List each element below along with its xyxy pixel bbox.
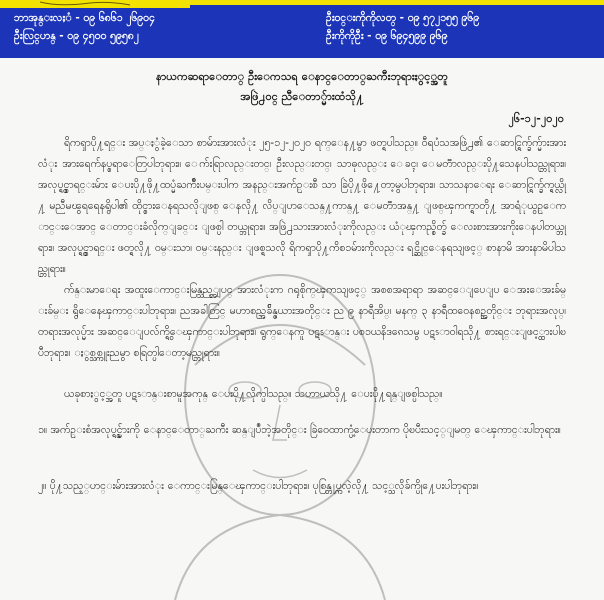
paragraph-1: ရိကၡာပို႔ရင္း အပ္ႏွံခဲ့ေသာ စာမ်ားအားလံုး ၂၅-၁၂-၂၀၂၀ ရက္ေန႔မွာ ဖတ္ရပါသည္။ ဝီရပံသအဖြဲ႕၏ ေဆာင္ရြက္ခ်က္မ်ားအားလံုး အားရေက်နပ္စရာေတြပါဘုရား။ ေက်းရြာလည္းတင္၊ ဦးလည္းတင္၊ သာဓုလည္း ေခၚ၊ ေမတၱာလည္းပို႔သေနပါသည္ဘုရား။ အလုပ္ရွင္စာရင္းမ်ား ေပးပို႔ဖို႔ထပ္မံႀကိဳးပမ္းပါက အနည္းအက်ဥ္းစီ သာ ခြဲပို႔ဖို႔ေတာ့မွပါဘုရား။ သာသနာေရး ေဆာင္ရြက္ခ်က္ရယ္လို႔ မညီမၽွရရေနရွိပါ၏ ထိုင္စားေနရသလိုျဖစ္ ေနလို႔ လိပ္ျပာေသန္႔ကာန္႔ ေမတၱာအန္႔ ျဖစ္ၾကက္ရာတို႔ အာရံုယွဥ္ေကာင္းေအာင္ ေတာင္းခံလိုက္ျခင္း ျဖစ္ပါ တယ္ဘုရား။ အဖြဲ႕သားအားလံုးကိုလည္း ယံုၾကည္စိတ္ခ် ေလးစားအားကိုးေနပါတယ္ဘုရား။ အလုပ္ရွင္စာရင္း ဖတ္ရလို႔ ဝမ္းသာ၊ ဝမ္းနည္း ျဖစ္ရသလို ရိကၡာပို႔ကိစၥမ်ားကိုလည္း ရင္ဆိုင္ေနရသျဖင့္ စာနာမိ အားနာမိပါသည္ဘုရား။ (38, 137, 566, 275)
phone-right-1: ဦး၀င္းကိုကိုလတ္ - ၀၉ ၅၇၂၁၅၅ ၉၆၉ (326, 12, 480, 24)
logo-icon (0, 0, 190, 8)
numbered-item-2: ၂။ ပို႔သည့္ဟင္းမ်ားအားလံုး ေကာင္းမြန္ေၾကာင္းပါဘုရား။ ပုစြန္တုပ္ကလဲ့လို႔ သင့္သလိုခ်က္ပို႔ေပးပါဘုရား။ (38, 480, 479, 492)
paragraph-3: ယခုစာႏွင့္အတူ ပဋၭာန္းစာမူအကုန္ ေပးပို႔လိုက္ပါသည္။ သဟာယသို႔ ေပးပို႔ရန္ျဖစ္ပါသည္။ (64, 388, 443, 400)
document-subtitle: အဖြဲ႕၀င္ ညီေတာ္မ်ားထံသို႔ (240, 90, 364, 103)
numbered-item-1: ၁။ အက်ဥ္းစံအလုပ္ရွင္မ်ားကို ေနာင္ေတာ္ႀကီး ဆန္ျပဳဘဲ့အတိုင္း ခြဲဝေထာက္ပံ့ေပးတာက ပိုၿပီးသင့္ျမတ္ ေၾကာင္းပါဘုရား။ (38, 424, 561, 436)
phone-left-1: ဘာအုန္းလႈံ - ၀၉ ၆၈၆၁ ၂၆၉၀၄ (14, 12, 155, 24)
document-title: နာယကဆရာေတာ္ ဦးေကသရ ေနာင္ေတာ္ႀကီးဘုရားႏွင့္အတူ (156, 70, 448, 83)
paragraph-2: က်န္းမာေရး အထူးေကာင္းမြန္သည့္အျပင္ အားလံုးက ဂရုစိုက္ၾကသျဖင့္ အစစအရာရာ အဆင္ေျပေျပ ေအးေအးခ်မ္းခ်မ္း ရွိေနေၾကာင္းပါဘုရား။ ညအခါတြင္ မဟာစည္အခ်ိန္ဇယားအတိုင္း ည ၉ နာရီအိပ္၊ မနက္ ၃ နာရီထ၀ေနစဥ္အတိုင္း ဘုရားအလုပ္၊ တရားအလုပ္မ်ား အဆင္ေျပလ်က္ရွိေၾကာင္းပါဘုရား။ ရွက္ေနကူ ပဋၭာန္း ပစၥယနိဒၵေသမွ ပဋၭာဝါရသို႔ စားရင္းျဖင့္ထားပါၿပီဘုရား။ ႏွစ္သစ္ကူးညမွာ စရြတ္ပါေတာ့မည္ဘုရား။ (38, 284, 566, 359)
phone-left-2: ဦးလြင္ဟန္ - ၀၉ ၄၅၀၀ ၅၉၅၈၂ (14, 30, 139, 42)
header-band (0, 0, 604, 58)
document-date: ၂၆-၁၂-၂၀၂၀ (508, 112, 564, 125)
phone-right-2: ဦးကိုကိုဦး - ၀၉ ၆၉၄၅၉၉ ၉၆၉ (326, 30, 448, 42)
